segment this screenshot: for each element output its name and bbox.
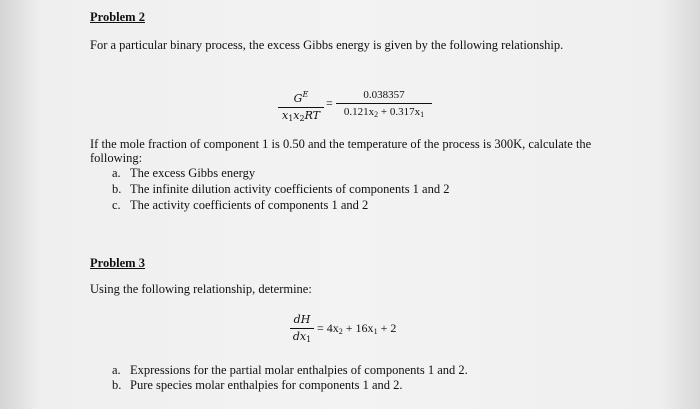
gibbs-lhs-denominator: $x_1x_2RT$ xyxy=(281,109,321,123)
fraction-bar xyxy=(278,107,324,108)
problem-2-item-a: The excess Gibbs energy xyxy=(130,166,256,180)
problem-2-intro: For a particular binary process, the excess Gibbs energy is given by the following relationship. xyxy=(90,38,564,52)
problem-2-condition-line-2: following: xyxy=(90,151,143,165)
gibbs-lhs-fraction xyxy=(278,88,324,126)
enthalpy-rhs: = $4x_2 + 16x_1 + 2$ xyxy=(317,321,397,336)
problem-2-item-a-marker: a. xyxy=(112,166,121,180)
problem-2-item-b: The infinite dilution activity coefficients of components 1 and 2 xyxy=(130,182,450,196)
problem-3-heading: Problem 3 xyxy=(90,256,145,270)
gibbs-equals-sign: = xyxy=(326,96,333,110)
problem-3-item-a: Expressions for the partial molar enthalpies of components 1 and 2. xyxy=(130,363,468,377)
gibbs-rhs-fraction xyxy=(336,88,432,122)
fraction-bar xyxy=(336,103,432,104)
dh-numerator: dH xyxy=(293,313,311,326)
problem-3-intro: Using the following relationship, determine: xyxy=(90,282,312,296)
problem-3-item-b: Pure species molar enthalpies for components 1 and 2. xyxy=(130,378,403,392)
problem-3-item-a-marker: a. xyxy=(112,363,121,377)
gibbs-rhs-denominator: $0.121x_2 + 0.317x_1$ xyxy=(343,106,425,119)
problem-2-item-b-marker: b. xyxy=(112,182,122,196)
fraction-bar xyxy=(290,328,314,329)
gibbs-lhs-numerator: $G^E$ xyxy=(293,90,309,105)
problem-3-item-b-marker: b. xyxy=(112,378,122,392)
dx-denominator: $dx_1$ xyxy=(292,330,312,344)
problem-2-item-c-marker: c. xyxy=(112,198,121,212)
problem-2-heading: Problem 2 xyxy=(90,10,145,24)
dh-dx-fraction xyxy=(290,313,314,347)
problem-2-condition-line-1: If the mole fraction of component 1 is 0.50 and the temperature of the process is 300K, calculate the xyxy=(90,137,592,151)
problem-2-item-c: The activity coefficients of components 1 and 2 xyxy=(130,198,369,212)
gibbs-rhs-numerator: 0.038357 xyxy=(363,89,405,101)
